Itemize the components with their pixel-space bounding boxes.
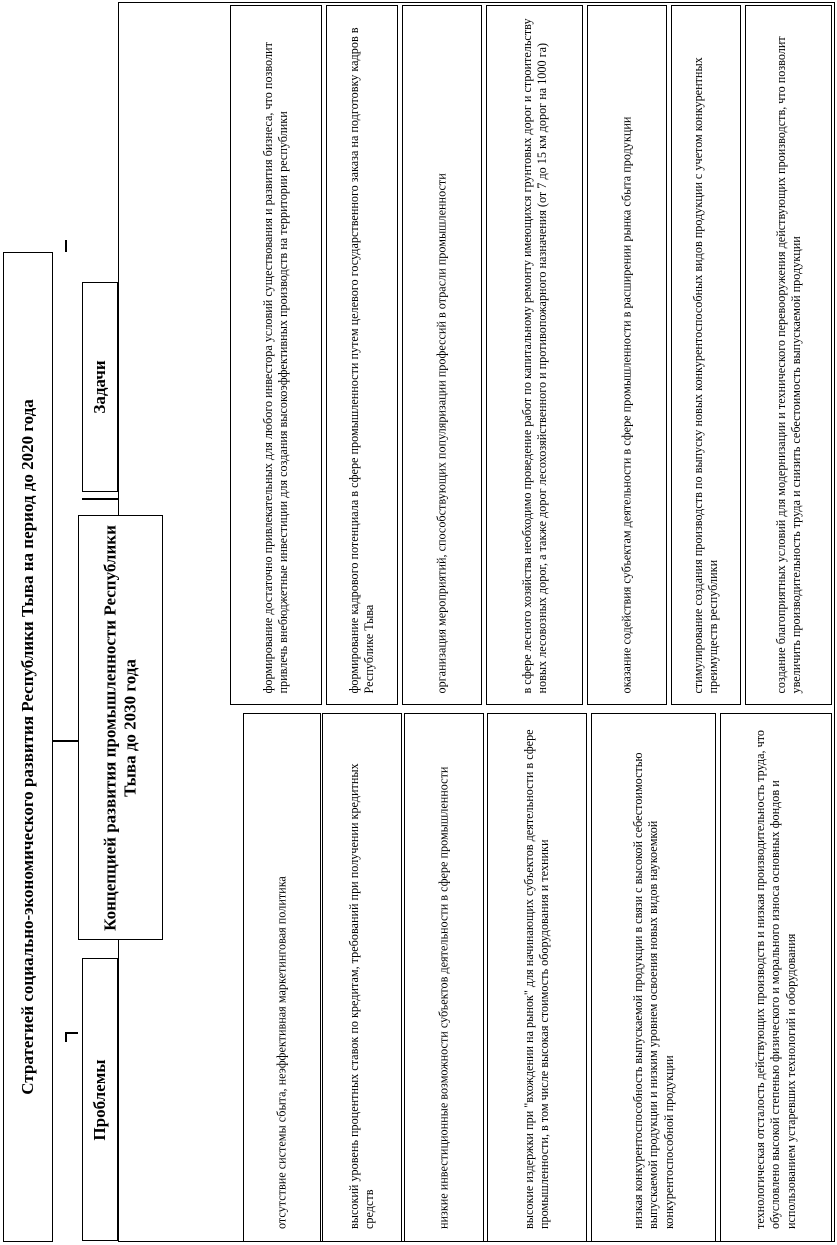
problem-item: высокие издержки при "вхождении на рынок" для начинающих субъектов деятельности в сфере промышленности, в том числе высокая стоимость оборудования и техники bbox=[487, 713, 587, 1242]
tasks-box bbox=[82, 282, 118, 492]
task-item: создание благоприятных условий для модернизации и технического перевооружения действующих производств, что позволит увеличить производительность труда и снизить себестоимость выпускаемой продукции bbox=[745, 5, 832, 705]
task-item: оказание содействия субъектам деятельности в сфере промышленности в расширении рынка сбыта продукции bbox=[587, 5, 667, 705]
problem-item: высокий уровень процентных ставок по кредитам, требований при получении кредитных средств bbox=[322, 713, 402, 1242]
connector-concept-tasks bbox=[82, 498, 118, 500]
task-item: стимулирование создания производств по выпуску новых конкурентоспособных видов продукции с учетом конкурентных преимуществ республики bbox=[671, 5, 741, 705]
problems-box bbox=[82, 958, 118, 1241]
connector-main bbox=[53, 740, 78, 742]
strategy-title: Стратегией социально-экономического развития Республики Тыва на период до 2020 года bbox=[17, 399, 37, 1095]
concept-title: Концепцией развития промышленности Республики Тыва до 2030 года bbox=[100, 524, 140, 931]
connector-to-tasks bbox=[65, 240, 67, 252]
problem-item: отсутствие системы сбыта, неэффективная маркетинговая политика bbox=[243, 713, 321, 1242]
problems-title: Проблемы bbox=[89, 1058, 109, 1141]
problem-item: низкие инвестиционные возможности субъектов деятельности в сфере промышленности bbox=[404, 713, 484, 1242]
task-item: организация мероприятий, способствующих популяризации профессий в отрасли промышленности bbox=[402, 5, 482, 705]
problem-item: низкая конкурентоспособность выпускаемой продукции в связи с высокой себестоимостью выпускаемой продукции и низким уровнем освоения новых видов наукоемкой конкурентоспособной продукции bbox=[591, 713, 716, 1242]
strategy-title-box bbox=[3, 252, 53, 1242]
task-item: формирование достаточно привлекательных для любого инвестора условий существования и развития бизнеса, что позволит привлечь внебюджетные инвестиции для создания высокоэффективных производств на территории республики bbox=[230, 5, 322, 705]
task-item: в сфере лесного хозяйства необходимо проведение работ по капитальному ремонту имеющихся грунтовых дорог и строительству новых лесовозных дорог, а также дорог лесохозяйственного и противопожарного назначения (от 7 до 15 км дорог на 1000 га) bbox=[486, 5, 583, 705]
tasks-title: Задачи bbox=[89, 360, 109, 414]
concept-box bbox=[78, 515, 163, 940]
problem-item: технологическая отсталость действующих производств и низкая производительность труда, что обусловлено высокой степенью физического и морального износа основных фондов и использованием устаревших технологий и оборудования bbox=[720, 713, 832, 1242]
connector-problems-v bbox=[65, 1032, 67, 1042]
task-item: формирование кадрового потенциала в сфере промышленности путем целевого государственного заказа на подготовку кадров в Республике Тыва bbox=[326, 5, 398, 705]
